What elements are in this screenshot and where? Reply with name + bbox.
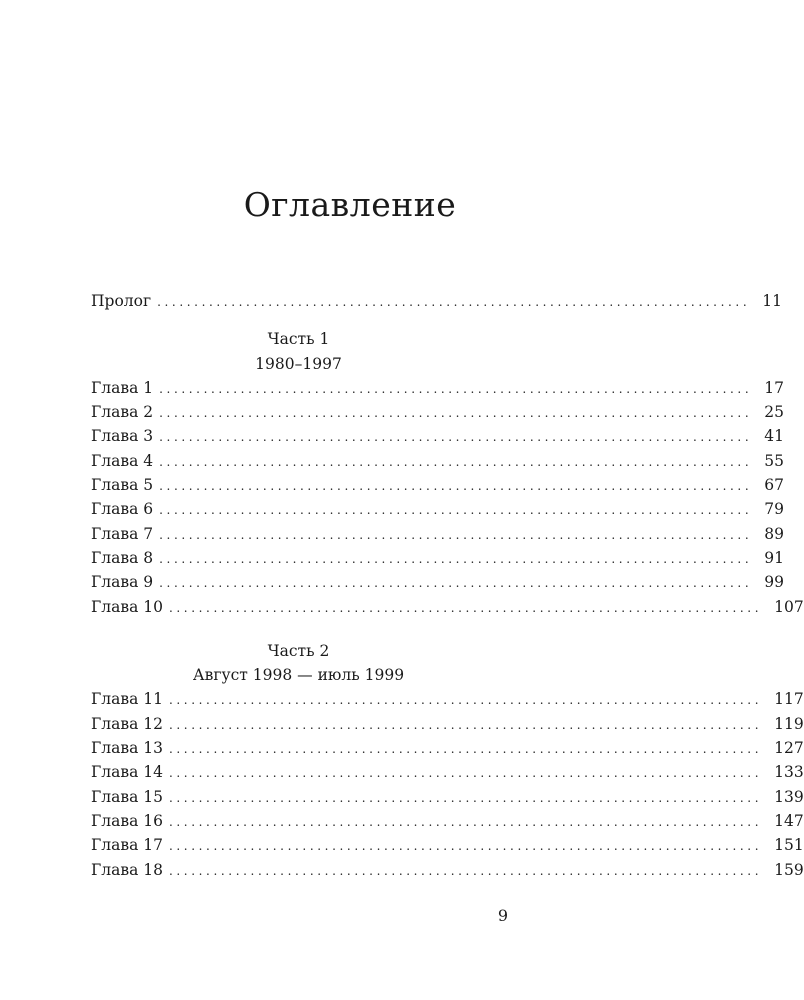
dot-leader: ................................................................................ (159, 479, 753, 494)
dot-leader: ................................................................................ (168, 814, 763, 829)
toc-entry[interactable] (91, 833, 804, 857)
toc-entry-page: 107 (774, 597, 804, 616)
dot-leader: ................................................................................ (168, 742, 763, 757)
part-1-heading: Часть 1 (267, 330, 330, 349)
toc-entry-page: 147 (774, 811, 804, 830)
toc-entry-label: Глава 7 (91, 524, 154, 543)
toc-entry-page: 117 (774, 690, 804, 709)
toc-entry-label: Глава 12 (91, 714, 163, 733)
toc-entry-page: 151 (774, 836, 804, 855)
toc-entry[interactable] (91, 785, 804, 809)
toc-entry-label: Глава 1 (91, 378, 154, 397)
toc-entry-label: Глава 18 (91, 860, 163, 879)
dot-leader: ................................................................................ (159, 503, 753, 518)
toc-entry-page: 133 (774, 763, 804, 782)
toc-entry-label: Глава 5 (91, 476, 154, 495)
toc-entry[interactable] (91, 595, 804, 619)
toc-entry-label: Глава 6 (91, 500, 154, 519)
toc-entry-page: 67 (764, 476, 784, 495)
toc-entry[interactable] (91, 809, 804, 833)
toc-entry-page: 11 (762, 292, 782, 310)
toc-entry-page: 89 (764, 524, 784, 543)
toc-entry[interactable] (91, 546, 784, 570)
toc-entry-page: 17 (764, 378, 784, 397)
toc-entry[interactable] (91, 522, 784, 546)
toc-entry-label: Глава 14 (91, 763, 163, 782)
toc-entry-page: 41 (764, 427, 784, 446)
toc-entry-label: Глава 10 (91, 597, 163, 616)
dot-leader: ................................................................................ (159, 551, 753, 566)
toc-entry[interactable] (91, 376, 784, 400)
toc-entry[interactable] (91, 497, 784, 521)
dot-leader: ................................................................................ (159, 406, 753, 421)
toc-entry[interactable] (91, 712, 804, 736)
toc-entry[interactable] (91, 760, 804, 784)
toc-entry-page: 79 (764, 500, 784, 519)
toc-entry[interactable] (91, 736, 804, 760)
part-2-subheading: Август 1998 — июль 1999 (192, 666, 405, 685)
dot-leader: ................................................................................ (159, 454, 753, 469)
toc-entry-page: 139 (774, 787, 804, 806)
part-1-subheading: 1980–1997 (255, 354, 342, 373)
toc-entry-label: Глава 9 (91, 573, 154, 592)
dot-leader: ................................................................................ (168, 600, 763, 615)
toc-entry-label: Глава 11 (91, 690, 163, 709)
toc-entry[interactable] (91, 400, 784, 424)
toc-entry-page: 127 (774, 739, 804, 758)
dot-leader: ................................................................................ (159, 576, 753, 591)
toc-entry[interactable] (91, 687, 804, 711)
toc-entry[interactable] (91, 858, 804, 882)
toc-entry[interactable] (91, 570, 784, 594)
toc-entry-prologue[interactable] (91, 289, 782, 313)
dot-leader: ................................................................................ (168, 790, 763, 805)
page-title: Оглавление (243, 185, 457, 225)
part-2-heading: Часть 2 (267, 641, 330, 660)
dot-leader: ................................................................................ (168, 717, 763, 732)
dot-leader: ................................................................................ (168, 839, 763, 854)
page-number: 9 (497, 906, 508, 925)
dot-leader: ................................................................................ (159, 381, 753, 396)
toc-entry-label: Глава 8 (91, 548, 154, 567)
toc-entry-label: Глава 15 (91, 787, 163, 806)
dot-leader: ................................................................................ (159, 527, 753, 542)
toc-entry[interactable] (91, 473, 784, 497)
dot-leader: ................................................................................ (168, 766, 763, 781)
dot-leader: ................................................................................ (168, 863, 763, 878)
dot-leader: ................................................................................ (168, 693, 763, 708)
toc-entry-page: 25 (764, 403, 784, 422)
table-of-contents (91, 289, 804, 882)
toc-entry-label: Глава 3 (91, 427, 154, 446)
toc-entry-label: Глава 16 (91, 811, 163, 830)
toc-entry-label: Глава 4 (91, 451, 154, 470)
toc-entry-label: Глава 13 (91, 739, 163, 758)
toc-entry-page: 55 (764, 451, 784, 470)
toc-entry-page: 159 (774, 860, 804, 879)
dot-leader: ................................................................................ (159, 430, 753, 445)
dot-leader: ................................................................................ (157, 295, 751, 309)
toc-entry-label: Глава 2 (91, 403, 154, 422)
toc-entry-label: Пролог (91, 292, 152, 310)
toc-entry-label: Глава 17 (91, 836, 163, 855)
toc-entry-page: 99 (764, 573, 784, 592)
toc-entry[interactable] (91, 424, 784, 448)
toc-entry-page: 119 (774, 714, 804, 733)
toc-entry-page: 91 (764, 548, 784, 567)
toc-entry[interactable] (91, 449, 784, 473)
